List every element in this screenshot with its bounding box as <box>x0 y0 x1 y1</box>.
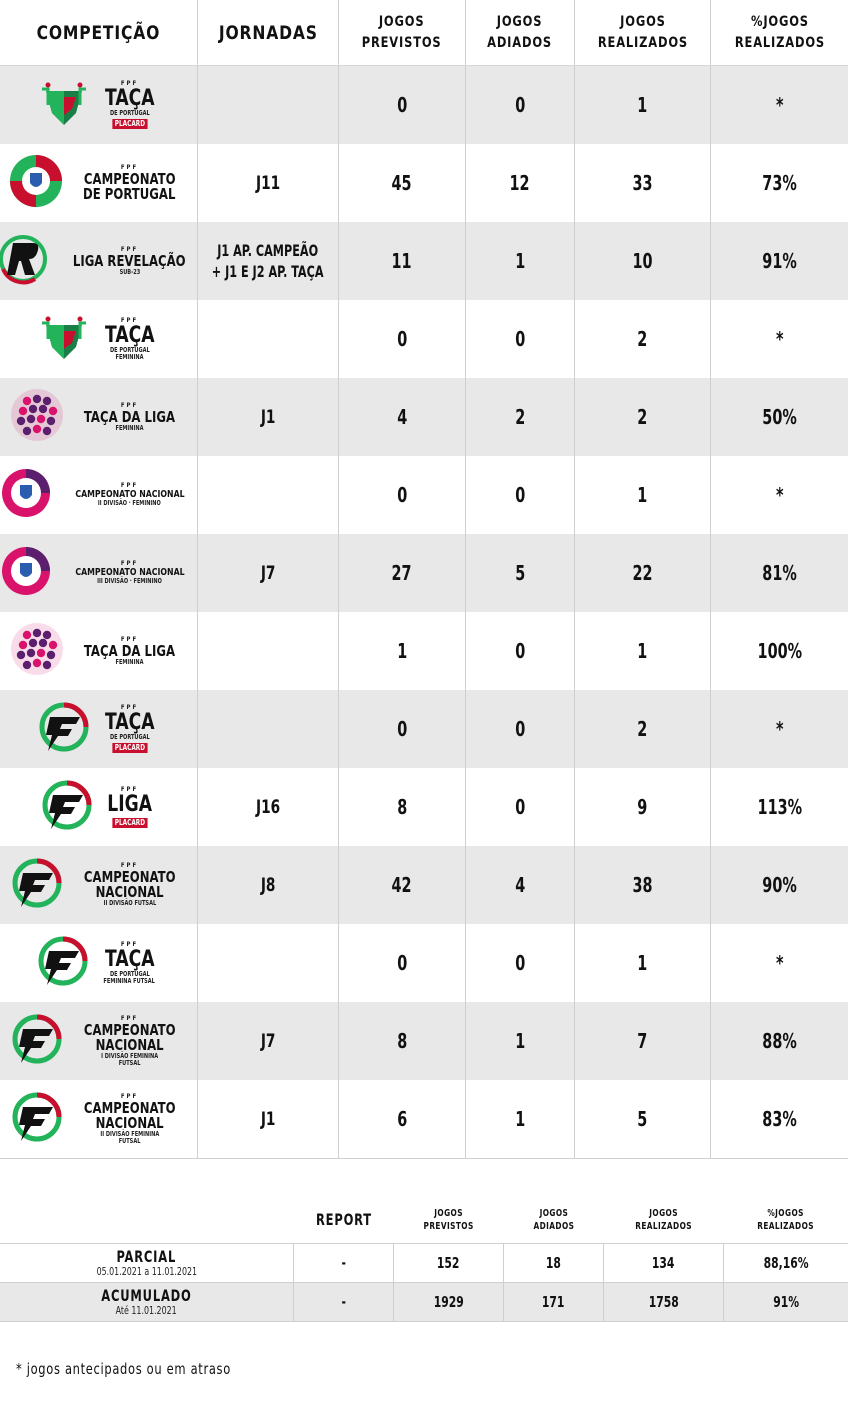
liga-revelacao-icon <box>0 231 51 291</box>
logo-fpf: FPF <box>120 163 139 171</box>
cell-competicao <box>0 456 198 534</box>
cell-adiados: 0 <box>466 612 575 690</box>
cell-adiados: 0 <box>466 924 575 1002</box>
logo-subtitle: II DIVISÃO FEMININA <box>100 1129 159 1138</box>
cell-previstos: 8 <box>339 768 466 846</box>
cell-percent: 100% <box>757 639 802 663</box>
logo-subtitle: FEMININA <box>115 423 144 432</box>
cell-jornadas: J11 <box>198 144 339 222</box>
cell-percent: * <box>775 93 784 117</box>
logo-fpf: FPF <box>120 785 139 793</box>
logo-title: CAMPEONATO <box>83 868 176 886</box>
logo-title: TAÇA DA LIGA <box>83 641 176 660</box>
logo-title: LIGA <box>107 791 152 817</box>
table-row <box>0 456 848 534</box>
table-row <box>0 144 848 222</box>
table-header <box>0 0 848 66</box>
cell-realizados: 33 <box>575 144 711 222</box>
cell-competicao <box>0 1002 198 1080</box>
logo-fpf: FPF <box>120 316 139 324</box>
cell-realizados: 1 <box>575 456 711 534</box>
logo-title: CAMPEONATO <box>83 1020 176 1039</box>
futsal-campeonato-nacional-icon <box>9 855 65 915</box>
campeonato-nacional-feminino-icon <box>0 465 54 525</box>
cell-realizados: 38 <box>575 846 711 924</box>
table-row <box>0 768 848 846</box>
table-row <box>0 612 848 690</box>
cell-competicao <box>0 768 198 846</box>
cell-adiados: 0 <box>466 690 575 768</box>
logo-title-2: NACIONAL <box>95 883 164 901</box>
cell-jornadas: J8 <box>198 846 339 924</box>
cell-previstos: 27 <box>339 534 466 612</box>
cell-adiados: 0 <box>466 456 575 534</box>
logo-subtitle-2: FUTSAL <box>118 1136 141 1145</box>
logo-title-2: NACIONAL <box>95 1035 164 1054</box>
cell-realizados: 1 <box>575 66 711 144</box>
logo-subtitle: DE PORTUGAL <box>109 969 150 978</box>
taca-portugal-feminina-icon <box>36 309 92 369</box>
footnote: * jogos antecipados ou em atraso <box>16 1360 231 1378</box>
cell-realizados: 2 <box>575 690 711 768</box>
logo-subtitle: II DIVISÃO FUTSAL <box>103 899 156 907</box>
cell-jornadas: J1 <box>198 378 339 456</box>
cell-adiados: 2 <box>466 378 575 456</box>
competition-logo <box>36 699 162 759</box>
cell-realizados: 1 <box>575 612 711 690</box>
cell-competicao <box>0 534 198 612</box>
cell-competicao <box>0 612 198 690</box>
cell-competicao <box>0 144 198 222</box>
logo-title: CAMPEONATO <box>83 169 176 188</box>
table-row <box>0 300 848 378</box>
cell-percent: 113% <box>757 795 802 819</box>
report-row-title: ACUMULADO <box>101 1286 192 1305</box>
cell-percent: 73% <box>762 171 797 195</box>
competition-logo <box>0 543 200 603</box>
report-row-parcial: PARCIAL 05.01.2021 a 11.01.2021 - 152 18 134 88,16% <box>0 1244 848 1283</box>
header-jogos-adiados: JOGOS ADIADOS <box>466 0 575 65</box>
report-table <box>0 1196 848 1322</box>
cell-jornadas <box>198 924 339 1002</box>
logo-subtitle: I DIVISÃO FEMININA <box>101 1051 158 1060</box>
competition-logo <box>35 933 161 993</box>
report-header-previstos: JOGOS PREVISTOS <box>423 1207 475 1232</box>
logo-subtitle: SUB-23 <box>119 267 140 276</box>
table-row <box>0 1080 848 1158</box>
logo-subtitle: II DIVISÃO · FEMININO <box>98 499 161 507</box>
header-percent-realizados: %JOGOS REALIZADOS <box>734 13 825 51</box>
cell-adiados: 4 <box>466 846 575 924</box>
competition-logo <box>0 231 202 291</box>
cell-previstos: 6 <box>339 1080 466 1158</box>
logo-subtitle-2: FEMININA FUTSAL <box>103 976 156 985</box>
cell-competicao <box>0 378 198 456</box>
cell-competicao <box>0 1080 198 1158</box>
cell-adiados: 1 <box>466 1002 575 1080</box>
cell-previstos: 45 <box>339 144 466 222</box>
cell-percent: 88% <box>762 1029 797 1053</box>
logo-title: TAÇA <box>104 710 155 735</box>
competition-logo <box>36 309 162 369</box>
report-row-title: PARCIAL <box>116 1247 177 1266</box>
logo-badge: PLACARD <box>112 119 147 129</box>
taca-da-liga-feminina-icon <box>9 387 65 447</box>
report-row-subtitle: 05.01.2021 a 11.01.2021 <box>96 1265 197 1278</box>
cell-competicao <box>0 66 198 144</box>
competition-logo <box>9 1011 189 1071</box>
logo-title: LIGA REVELAÇÃO <box>73 251 186 270</box>
cell-competicao <box>0 690 198 768</box>
logo-title: CAMPEONATO <box>83 1098 176 1117</box>
report-header-percent: %JOGOS REALIZADOS <box>757 1207 815 1232</box>
logo-badge: PLACARD <box>112 818 147 828</box>
cell-previstos: 0 <box>339 690 466 768</box>
cell-realizados: 5 <box>575 1080 711 1158</box>
report-header-adiados: JOGOS ADIADOS <box>533 1207 575 1232</box>
logo-fpf: FPF <box>120 245 139 253</box>
table-row <box>0 690 848 768</box>
table-row <box>0 222 848 300</box>
cell-competicao <box>0 846 198 924</box>
table-row <box>0 846 848 924</box>
cell-jornadas: J1 AP. CAMPEÃO + J1 E J2 AP. TAÇA <box>198 222 339 300</box>
cell-previstos: 42 <box>339 846 466 924</box>
logo-fpf: FPF <box>120 704 139 711</box>
competition-logo <box>0 465 200 525</box>
cell-percent: 91% <box>762 249 797 273</box>
futsal-campeonato-nacional-icon <box>9 1011 65 1071</box>
campeonato-nacional-feminino-icon <box>0 543 54 603</box>
logo-title: TAÇA <box>104 946 155 972</box>
logo-title-2: NACIONAL <box>95 1113 164 1132</box>
cell-jornadas: J7 <box>198 534 339 612</box>
table-row <box>0 66 848 144</box>
logo-fpf: FPF <box>120 1092 139 1100</box>
cell-competicao <box>0 300 198 378</box>
table-row <box>0 378 848 456</box>
cell-adiados: 1 <box>466 222 575 300</box>
cell-previstos: 11 <box>339 222 466 300</box>
logo-fpf: FPF <box>120 635 139 643</box>
cell-realizados: 2 <box>575 300 711 378</box>
cell-adiados: 0 <box>466 300 575 378</box>
competition-logo <box>39 777 158 837</box>
cell-realizados: 22 <box>575 534 711 612</box>
cell-adiados: 0 <box>466 66 575 144</box>
logo-title: TAÇA <box>104 322 155 348</box>
cell-previstos: 1 <box>339 612 466 690</box>
logo-subtitle: FEMININA <box>115 657 144 666</box>
cell-jornadas <box>198 66 339 144</box>
header-competicao: COMPETIÇÃO <box>0 0 198 65</box>
cell-realizados: 1 <box>575 924 711 1002</box>
cell-percent: 50% <box>762 405 797 429</box>
logo-subtitle: DE PORTUGAL <box>109 345 150 354</box>
logo-fpf: FPF <box>120 560 139 567</box>
competition-logo <box>9 621 188 681</box>
logo-subtitle: DE PORTUGAL <box>109 733 150 741</box>
cell-jornadas: J1 <box>198 1080 339 1158</box>
logo-fpf: FPF <box>120 482 139 489</box>
report-header <box>0 1196 848 1244</box>
logo-fpf: FPF <box>120 1014 139 1022</box>
cell-previstos: 0 <box>339 924 466 1002</box>
cell-previstos: 4 <box>339 378 466 456</box>
cell-percent: * <box>775 483 784 507</box>
cell-jornadas <box>198 612 339 690</box>
futsal-campeonato-nacional-icon <box>9 1089 65 1149</box>
table-row <box>0 534 848 612</box>
header-jogos-previstos: JOGOS PREVISTOS <box>339 0 466 65</box>
logo-fpf: FPF <box>120 401 139 409</box>
cell-previstos: 8 <box>339 1002 466 1080</box>
cell-jornadas: J7 <box>198 1002 339 1080</box>
cell-previstos: 0 <box>339 66 466 144</box>
cell-jornadas <box>198 456 339 534</box>
taca-da-liga-feminina-icon <box>9 621 65 681</box>
logo-badge: PLACARD <box>112 743 147 753</box>
logo-fpf: FPF <box>120 80 139 87</box>
futsal-liga-placard-icon <box>39 777 95 837</box>
cell-realizados: 2 <box>575 378 711 456</box>
competition-logo <box>9 387 188 447</box>
header-jogos-realizados: JOGOS REALIZADOS <box>575 0 711 65</box>
cell-realizados: 7 <box>575 1002 711 1080</box>
logo-subtitle-2: FUTSAL <box>118 1058 141 1067</box>
logo-title: TAÇA <box>104 86 155 111</box>
cell-percent: 90% <box>762 873 797 897</box>
table-row <box>0 1002 848 1080</box>
cell-percent: * <box>775 717 784 741</box>
cell-jornadas <box>198 690 339 768</box>
cell-competicao <box>0 924 198 1002</box>
competition-logo <box>8 153 188 213</box>
logo-subtitle-2: FEMININA <box>115 352 144 361</box>
logo-title: CAMPEONATO NACIONAL <box>74 567 185 578</box>
logo-fpf: FPF <box>120 862 139 869</box>
competition-logo <box>36 75 162 135</box>
cell-percent: 83% <box>762 1107 797 1131</box>
cell-adiados: 1 <box>466 1080 575 1158</box>
report-label: REPORT <box>316 1210 372 1229</box>
logo-subtitle: DE PORTUGAL <box>109 109 150 117</box>
competition-logo <box>9 855 189 915</box>
competition-logo <box>9 1089 189 1149</box>
campeonato-de-portugal-icon <box>8 153 64 213</box>
cell-competicao <box>0 222 198 300</box>
cell-jornadas <box>198 300 339 378</box>
cell-previstos: 0 <box>339 456 466 534</box>
cell-realizados: 10 <box>575 222 711 300</box>
cell-jornadas: J16 <box>198 768 339 846</box>
report-row-subtitle: Até 11.01.2021 <box>115 1304 178 1317</box>
logo-fpf: FPF <box>120 940 139 948</box>
futsal-taca-feminina-icon <box>35 933 91 993</box>
logo-title: CAMPEONATO NACIONAL <box>74 489 185 500</box>
taca-portugal-placard-icon <box>36 75 92 135</box>
logo-title-2: DE PORTUGAL <box>83 184 176 203</box>
table-row <box>0 924 848 1002</box>
cell-previstos: 0 <box>339 300 466 378</box>
cell-adiados: 0 <box>466 768 575 846</box>
cell-adiados: 5 <box>466 534 575 612</box>
report-header-realizados: JOGOS REALIZADOS <box>635 1207 693 1232</box>
futsal-taca-placard-icon <box>36 699 92 759</box>
header-jornadas: JORNADAS <box>198 0 339 65</box>
cell-adiados: 12 <box>466 144 575 222</box>
logo-title: TAÇA DA LIGA <box>83 407 176 426</box>
cell-realizados: 9 <box>575 768 711 846</box>
cell-percent: * <box>775 327 784 351</box>
cell-percent: 81% <box>762 561 797 585</box>
cell-percent: * <box>775 951 784 975</box>
logo-subtitle: III DIVISÃO · FEMININO <box>97 577 162 585</box>
report-row-acumulado: ACUMULADO Até 11.01.2021 - 1929 171 1758 91% <box>0 1283 848 1322</box>
